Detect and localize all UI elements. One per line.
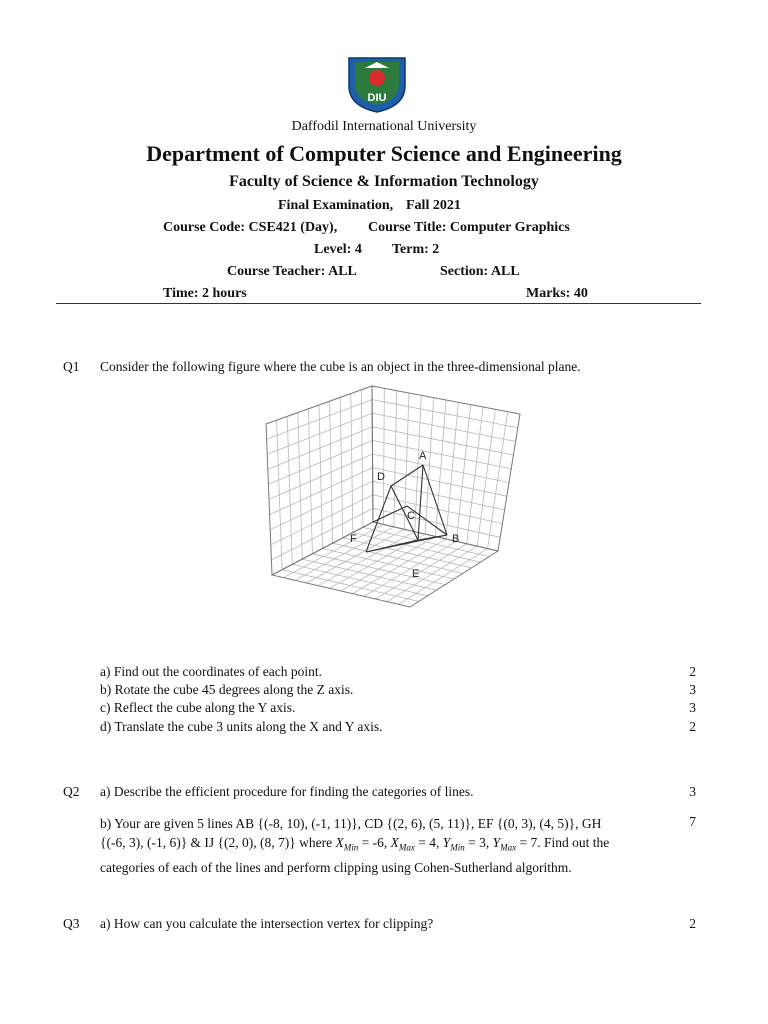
q1-part-c: c) Reflect the cube along the Y axis. [100,700,296,715]
q3-part-a-marks: 2 [689,916,696,931]
department-name: Department of Computer Science and Engineering [146,141,622,166]
var-x: X [390,835,399,850]
sub-min: Min [450,842,465,853]
q3-part-a: a) How can you calculate the intersection vertex for clipping? [100,916,434,931]
q1-part-a-marks: 2 [689,664,696,679]
grid-line [270,468,373,515]
q2-part-a-marks: 3 [689,784,696,799]
point-label-c: C [407,510,415,522]
grid-line [271,508,373,560]
course-code: Course Code: CSE421 (Day), [163,220,338,235]
point-label-b: B [452,533,460,545]
q2-part-b-marks: 7 [689,814,696,829]
university-name: Daffodil International University [291,119,477,134]
q1-part-d-marks: 2 [689,719,696,734]
exam-marks: Marks: 40 [526,286,588,301]
q2-part-b-line-2 [100,833,676,858]
logo-text: DIU [367,92,387,104]
university-logo [343,54,411,114]
grid-line [270,481,373,530]
faculty-name: Faculty of Science & Information Technology [229,173,539,190]
question-2-number: Q2 [63,784,80,799]
xmin-value: = -6, [358,835,388,850]
grid-line [372,400,518,428]
var-y: Y [492,835,501,850]
semester: Fall 2021 [406,198,461,213]
q2-part-b-line-3: categories of each of the lines and perform clipping using Cohen-Sutherland algorithm. [100,859,572,875]
q2-part-b-line-1: b) Your are given 5 lines AB {(-8, 10), (-1, 11)}, CD {(2, 6), (5, 11)}, EF {(0, 3), (4, 5)}, GH [100,816,602,831]
ymin-value: = 3, [464,835,490,850]
question-1-number: Q1 [63,359,80,374]
q1-part-b: b) Rotate the cube 45 degrees along the Z axis. [100,682,354,697]
sub-min: Min [343,842,359,853]
xmax-value: = 4, [414,835,440,850]
point-label-f: F [350,533,357,545]
q1-part-b-marks: 3 [689,682,696,697]
var-x: X [335,835,344,850]
course-teacher: Course Teacher: ALL [227,264,357,279]
q1-part-a: a) Find out the coordinates of each point. [100,664,322,679]
section: Section: ALL [440,264,520,279]
header-divider [56,303,701,304]
term: Term: 2 [392,242,440,257]
level: Level: 4 [314,242,362,257]
var-y: Y [442,835,451,850]
ymax-value: = 7. Find out the [516,835,610,850]
exam-type: Final Examination, [278,198,394,213]
cube-figure [262,382,524,614]
point-label-d: D [377,471,385,483]
grid-line [271,495,373,545]
point-label-a: A [419,450,427,462]
point-label-e: E [412,568,420,580]
q2-part-b-line-2-text: {(-6, 3), (-1, 6)} & IJ {(2, 0), (8, 7)} where [100,835,333,850]
sub-max: Max [398,842,415,853]
q1-part-d: d) Translate the cube 3 units along the X and Y axis. [100,719,383,734]
q2-part-b [100,814,676,877]
q2-part-a: a) Describe the efficient procedure for finding the categories of lines. [100,784,474,799]
q1-part-c-marks: 3 [689,700,696,715]
question-1-text: Consider the following figure where the cube is an object in the three-dimensional plane. [100,359,581,374]
course-title: Course Title: Computer Graphics [368,220,570,235]
exam-time: Time: 2 hours [163,286,247,301]
sub-max: Max [500,842,517,853]
question-3-number: Q3 [63,916,80,931]
